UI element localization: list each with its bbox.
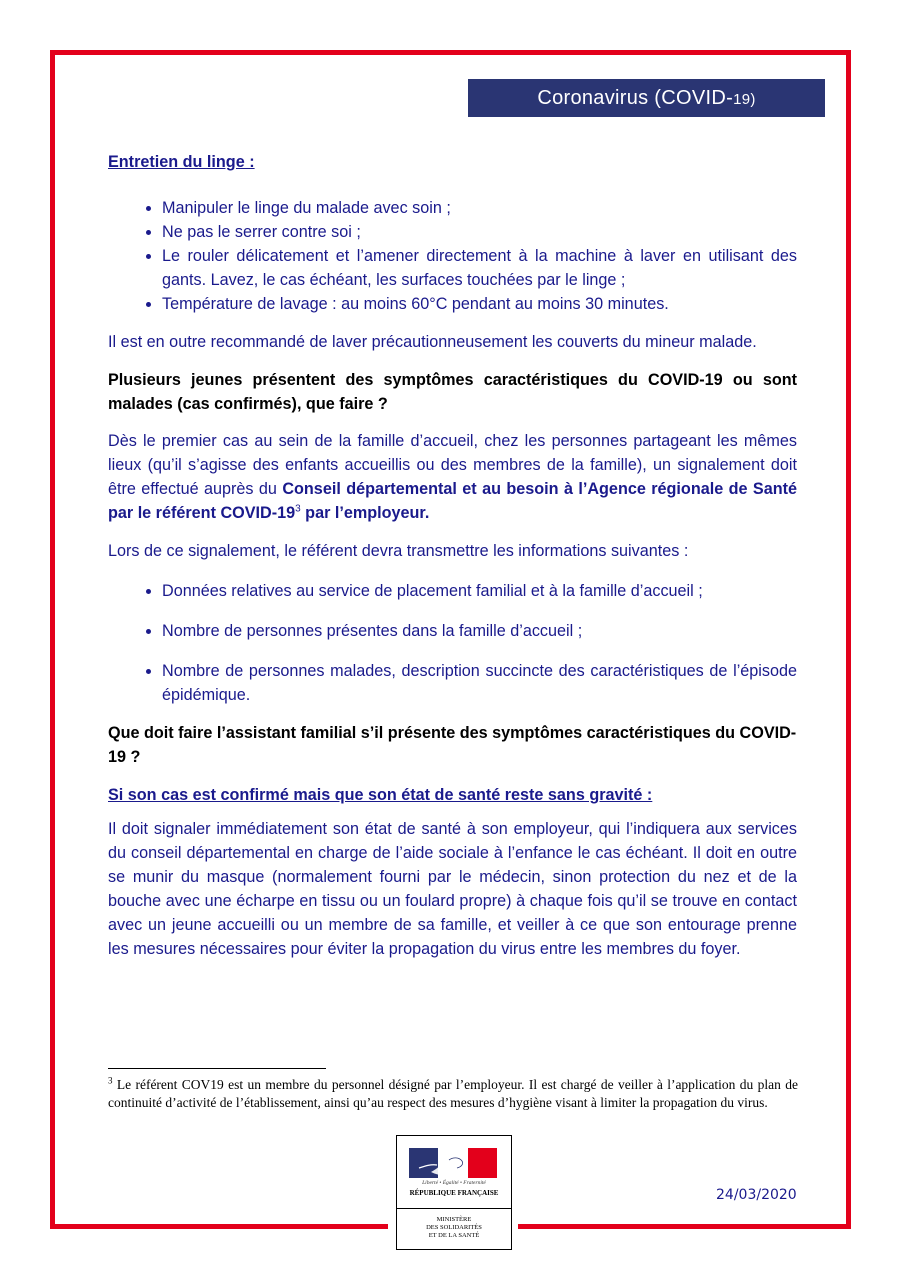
paragraph-assistant: Il doit signaler immédiatement son état de santé à son employeur, qui l’indiquera aux services du conseil départemental en charge de l’aide sociale à l’enfance le cas échéant. Il doit en outre se munir du masque (normalement fourni par le médecin, sinon protection du nez et de la bouche avec une écharpe en tissu ou un foulard propre) à chaque fois qu’il se trouve en contact avec un jeune accueilli ou un membre de sa famille, et veiller à ce que son entourage prenne les mesures nécessaires pour éviter la propagation du virus entre les membres du foyer.: [108, 820, 797, 958]
infos-list: [108, 579, 797, 707]
ministry-line: MINISTÈRE: [436, 1216, 472, 1223]
list-item: • Manipuler le linge du malade avec soin ;: [162, 196, 797, 220]
title-main: Coronavirus (COVID-: [537, 87, 734, 109]
logo-republique: RÉPUBLIQUE FRANÇAISE: [409, 1189, 499, 1197]
signalement-text: Dès le premier cas au sein de la famille d’accueil, chez les personnes partageant les mêmes lieux (qu’il s’agisse des enfants accueillis ou des membres de la famille), un signalement doit être effectué auprès du: [108, 432, 797, 498]
logo-ministry: [397, 1216, 511, 1240]
footnote-ref[interactable]: 3: [295, 503, 301, 515]
ministry-logo: [396, 1135, 512, 1250]
heading-linge: Entretien du linge :: [108, 153, 255, 171]
document-date: 24/03/2020: [716, 1187, 797, 1203]
logo-divider: [397, 1208, 511, 1209]
ministry-line: ET DE LA SANTÉ: [428, 1232, 480, 1239]
title-end: ): [750, 91, 756, 108]
signalement-bold-end: par l’employeur.: [300, 504, 430, 522]
list-item: • Ne pas le serrer contre soi ;: [162, 220, 797, 244]
question-assistant: Que doit faire l’assistant familial s’il présente des symptômes caractéristiques du COVID-19 ?: [108, 724, 797, 766]
footnote-text: Le référent COV19 est un membre du personnel désigné par l’employeur. Il est chargé de veiller à l’application du plan de continuité d’activité de l’établissement, ainsi qu’au respect des mesures d’hygiène visant à limiter la propagation du virus.: [108, 1077, 798, 1110]
question-plusieurs-jeunes: Plusieurs jeunes présentent des symptômes caractéristiques du COVID-19 ou sont malades (cas confirmés), que faire ?: [108, 371, 797, 413]
paragraph-intro-infos: Lors de ce signalement, le référent devra transmettre les informations suivantes :: [108, 542, 689, 560]
main-content: [108, 147, 797, 961]
logo-motto: Liberté • Égalité • Fraternité: [422, 1180, 486, 1186]
list-item: • Nombre de personnes présentes dans la famille d’accueil ;: [162, 619, 797, 643]
list-item: • Le rouler délicatement et l’amener directement à la machine à laver en utilisant des gants. Lavez, le cas échéant, les surfaces touchées par le linge ;: [162, 244, 797, 292]
footnote-marker: 3: [108, 1075, 113, 1086]
document-title-banner: [468, 79, 825, 117]
subheading-cas-confirme: Si son cas est confirmé mais que son état de santé reste sans gravité :: [108, 786, 653, 804]
list-item: • Nombre de personnes malades, description succincte des caractéristiques de l’épisode épidémique.: [162, 659, 797, 707]
footnote: [108, 1076, 798, 1112]
footnote-separator: [108, 1068, 326, 1069]
linge-list: [108, 196, 797, 316]
list-item: • Température de lavage : au moins 60°C pendant au moins 30 minutes.: [162, 292, 797, 316]
list-item: • Données relatives au service de placement familial et à la famille d’accueil ;: [162, 579, 797, 603]
title-number: 19: [733, 91, 751, 108]
paragraph-signalement: [108, 429, 797, 525]
marianne-flag-icon: [409, 1148, 497, 1178]
ministry-line: DES SOLIDARITÉS: [426, 1224, 482, 1231]
signalement-bold: Conseil départemental et au besoin à l’Agence régionale de Santé par le référent COVID-19: [108, 480, 797, 522]
paragraph-couverts: Il est en outre recommandé de laver précautionneusement les couverts du mineur malade.: [108, 333, 757, 351]
